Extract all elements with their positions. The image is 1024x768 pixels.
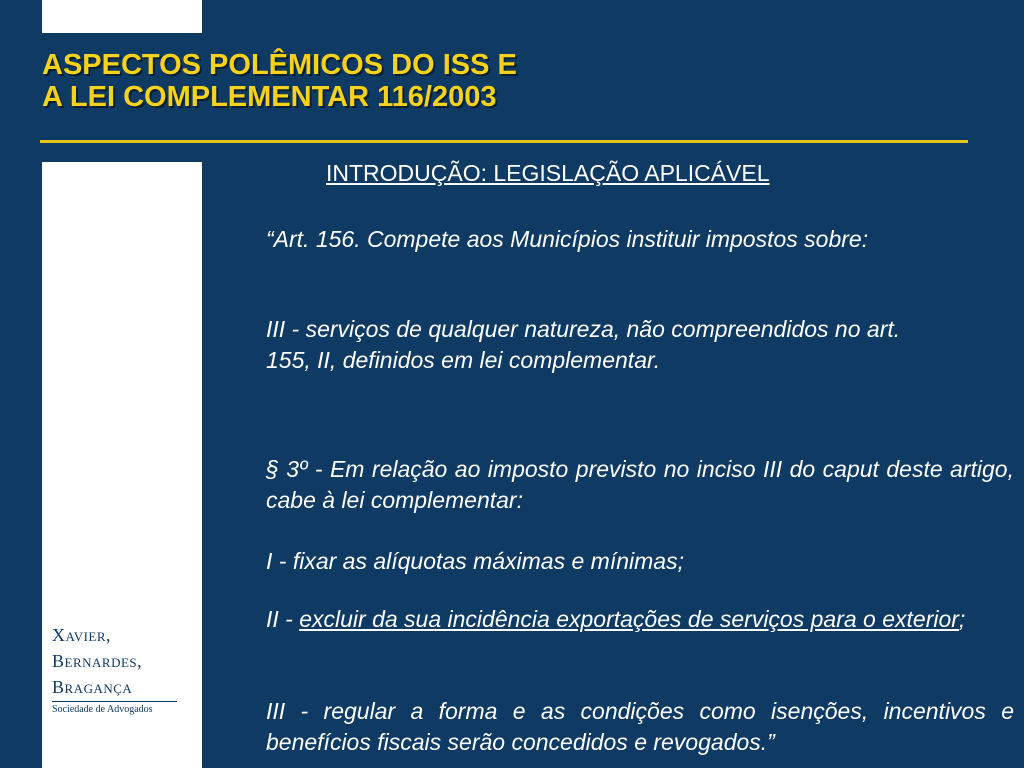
slide-title <box>42 49 517 113</box>
logo-line-1: Xavier, <box>52 625 112 645</box>
title-line-1: ASPECTOS POLÊMICOS DO ISS E <box>42 49 517 81</box>
inciso-ii-prefix: II - <box>266 606 300 632</box>
logo-line-3: Bragança <box>52 677 133 697</box>
logo-line-2: Bernardes, <box>52 651 143 671</box>
section-title: INTRODUÇÃO: LEGISLAÇÃO APLICÁVEL <box>326 160 770 186</box>
top-white-block <box>42 0 202 33</box>
paragraph-art-156: “Art. 156. Compete aos Municípios instituir impostos sobre: <box>266 226 869 252</box>
paragraph-inciso-ii <box>266 604 1014 635</box>
logo-tagline: Sociedade de Advogados <box>52 704 153 715</box>
logo-divider <box>52 701 177 702</box>
paragraph-inciso-i: I - fixar as alíquotas máximas e mínimas; <box>266 548 684 574</box>
firm-logo <box>52 622 177 715</box>
inciso-ii-suffix: ; <box>958 606 966 632</box>
paragraph-paragrafo-3: § 3º - Em relação ao imposto previsto no inciso III do caput deste artigo, cabe à lei complementar: <box>266 456 1014 513</box>
paragraph-inciso-iii: III - serviços de qualquer natureza, não compreendidos no art. 155, II, definidos em lei complementar. <box>266 316 901 373</box>
title-divider <box>40 140 968 143</box>
inciso-ii-underlined-text: excluir da sua incidência exportações de serviços para o exterior <box>299 606 959 632</box>
title-line-2: A LEI COMPLEMENTAR 116/2003 <box>42 81 497 113</box>
paragraph-inciso-iii-regular: III - regular a forma e as condições como isenções, incentivos e benefícios fiscais serão concedidos e revogados.” <box>266 698 1014 755</box>
